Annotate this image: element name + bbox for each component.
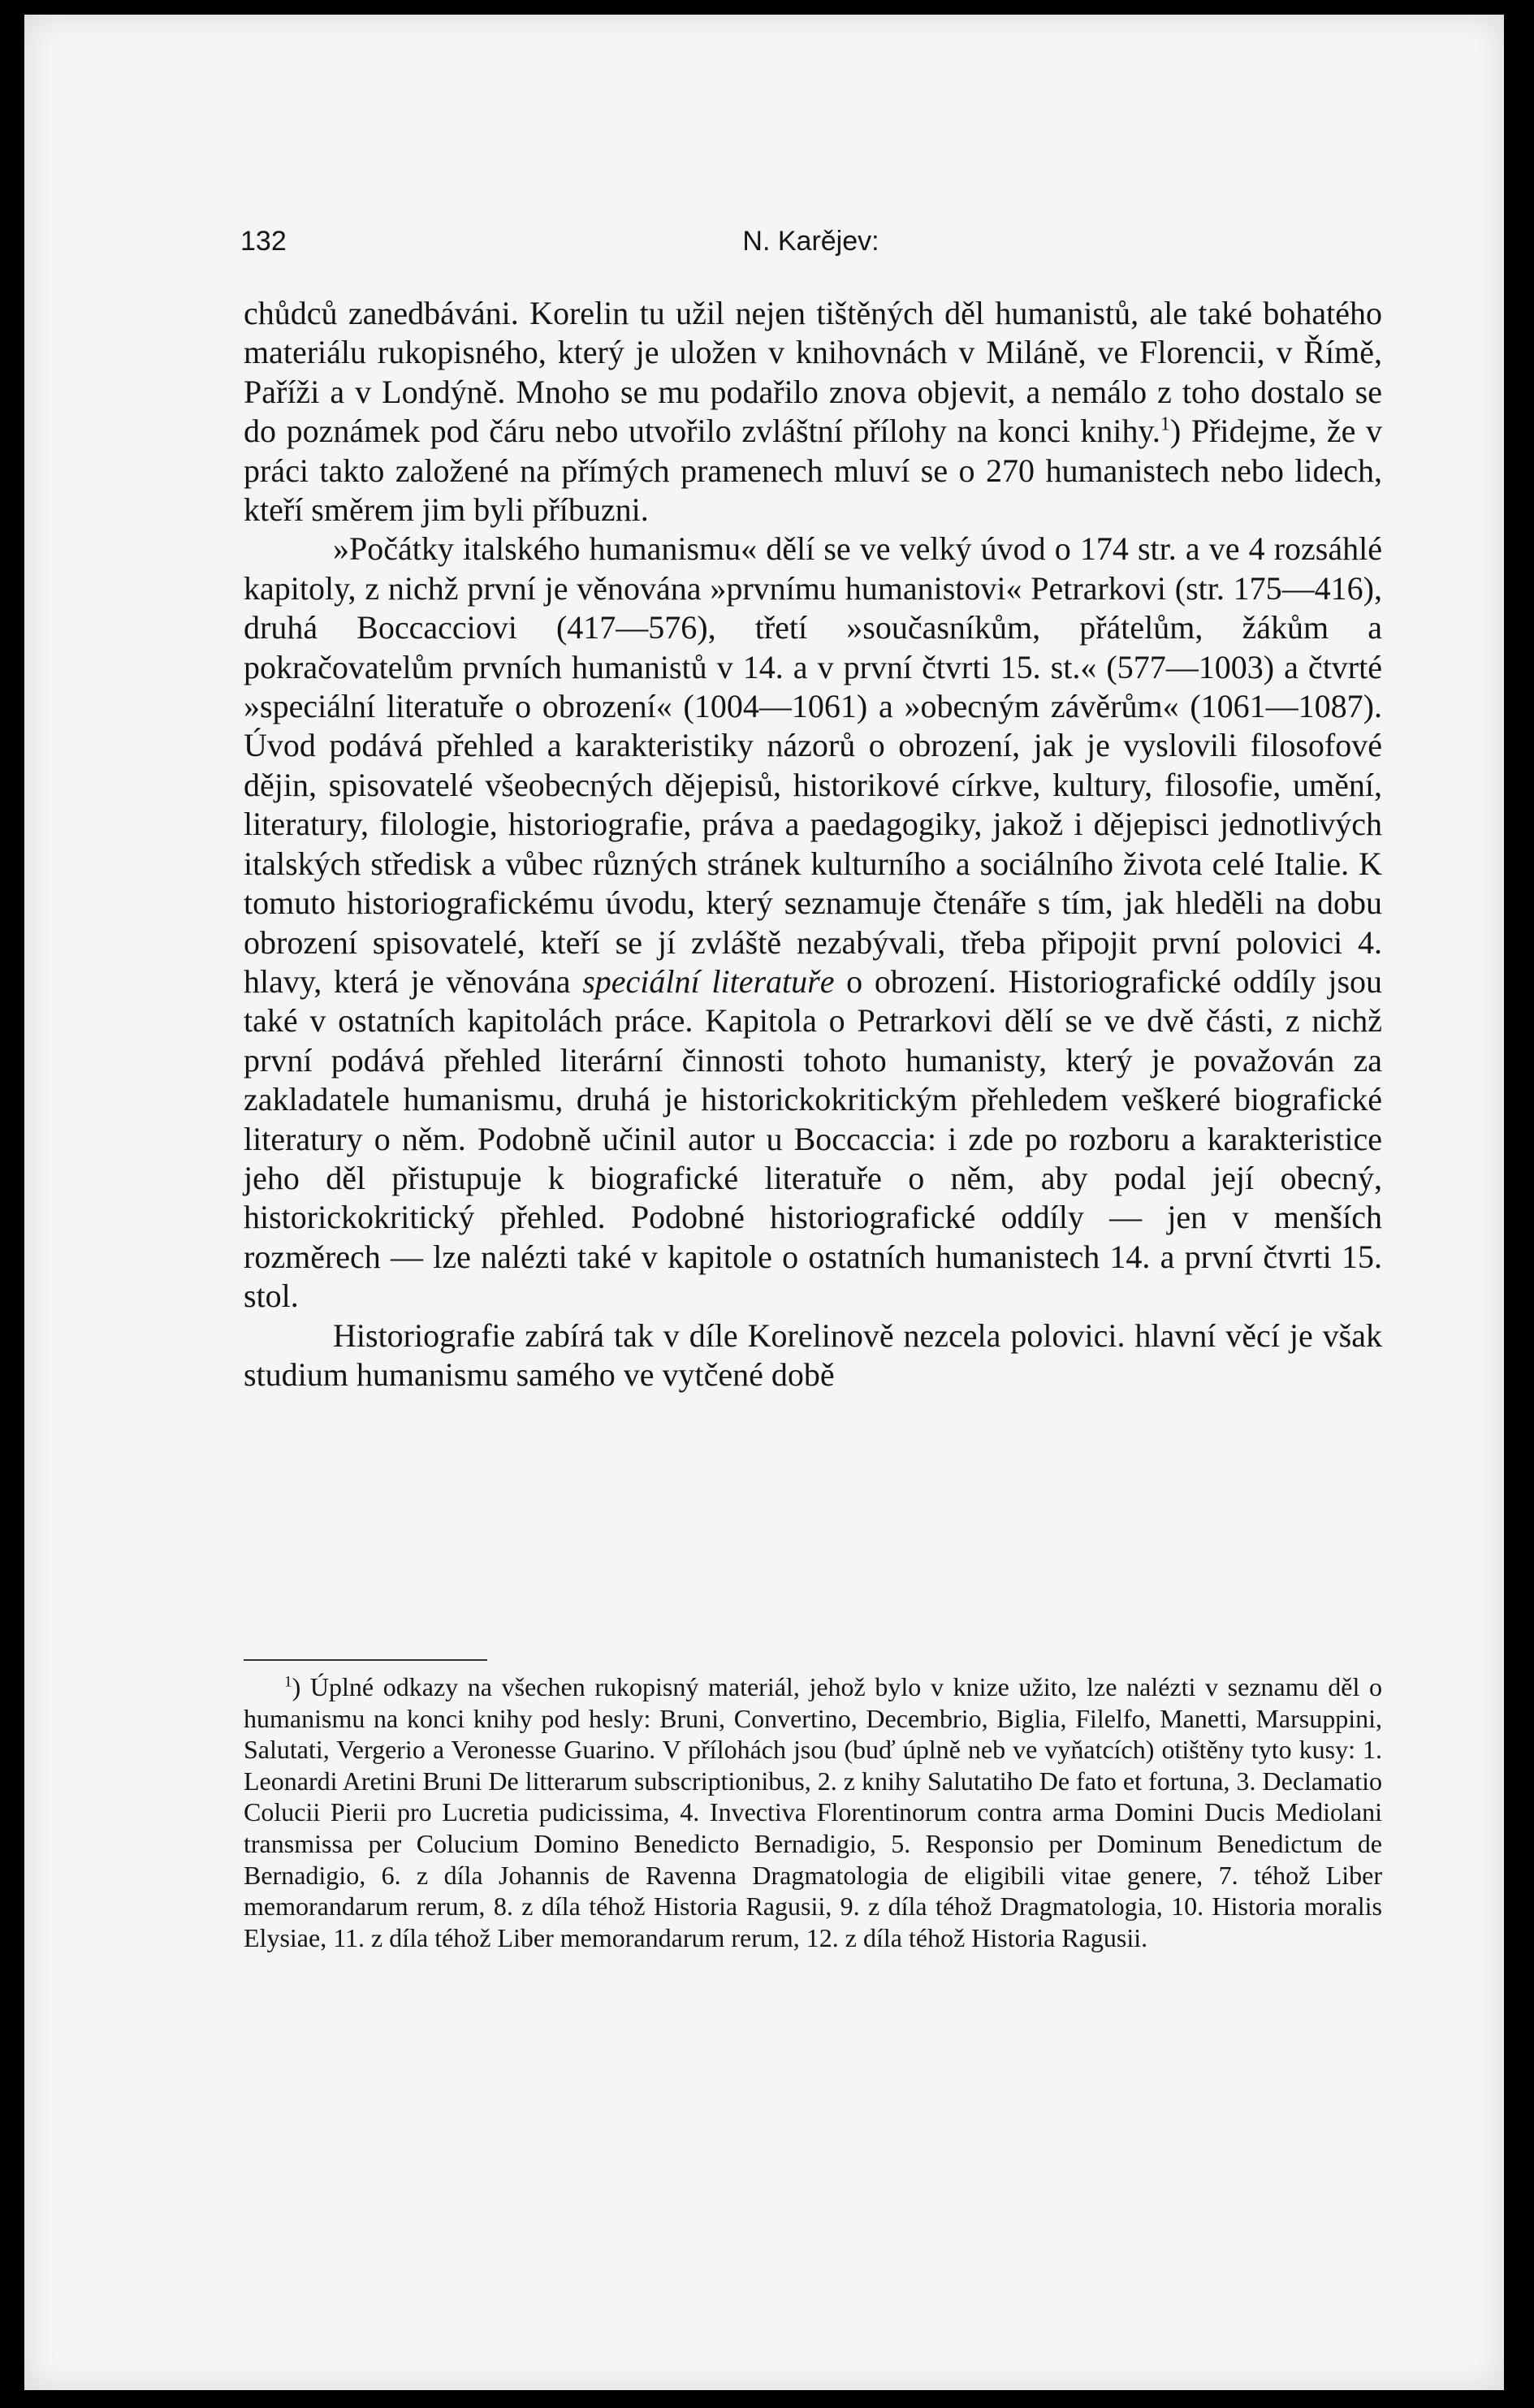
running-title: N. Karějev: xyxy=(742,226,879,257)
paragraph-3 xyxy=(244,1316,1382,1395)
footnote-marker: 1 xyxy=(284,1673,292,1691)
paragraph-1-text-cont: ) Přidejme, že v práci takto založené na přímých pramenech mluví se o 270 humanistech nebo lidech, kteří směrem jim byli příbuzni. xyxy=(244,413,1383,529)
paragraph-1 xyxy=(244,294,1382,530)
paragraph-2-italic: speciální literatuře xyxy=(582,962,835,1000)
main-text xyxy=(244,294,1382,1394)
paragraph-2-text-cont: o obrození. Historiografické oddíly jsou také v ostatních kapitolách práce. Kapitola o Petrarkovi dělí se ve dvě části, z nichž první podává přehled literární činnosti tohoto humanisty, který je považován za zakladatele humanismu, druhá je historickokritickým přehledem veškeré biografické literatury o něm. Podobně učinil autor u Boccaccia: i zde po rozboru a karakteristice jeho děl přistupuje k biografické literatuře o něm, aby podal její obecný, historickokritický přehled. Podobné historiografické oddíly — jen v menších rozměrech — lze nalézti také v kapitole o ostatních humanistech 14. a první čtvrti 15. stol. xyxy=(244,962,1383,1315)
footnote-text: ) Úplné odkazy na všechen rukopisný materiál, jehož bylo v knize užito, lze nalézti v seznamu děl o humanismu na konci knihy pod hesly: Bruni, Convertino, Decembrio, Biglia, Filelfo, Manetti, Marsuppini, Salutati, Vergerio a Veronesse Guarino. V přílohách jsou (buď úplně neb ve vyňatcích) otištěny tyto kusy: 1. Leonardi Aretini Bruni De litterarum subscriptionibus, 2. z knihy Salutatiho De fato et fortuna, 3. Declamatio Colucii Pierii pro Lucretia pudicissima, 4. Invectiva Florentinorum contra arma Domini Ducis Mediolani transmissa per Colucium Domino Benedicto Bernadigio, 5. Responsio per Dominum Benedictum de Bernadigio, 6. z díla Johannis de Ravenna Dragmatologia de eligibili vitae genere, 7. téhož Liber memorandarum rerum, 8. z díla téhož Historia Ragusii, 9. z díla téhož Dragmatologia, 10. Historia moralis Elysiae, 11. z díla téhož Liber memorandarum rerum, 12. z díla téhož Historia Ragusii. xyxy=(244,1672,1382,1952)
page-number: 132 xyxy=(240,226,287,257)
footnote-divider xyxy=(244,1659,487,1661)
paragraph-2-text: »Počátky italského humanismu« dělí se ve velký úvod o 174 str. a ve 4 rozsáhlé kapitoly, z nichž první je věnována »prvnímu humanistovi« Petrarkovi (str. 175—416), druhá Boccacciovi (417—576), třetí »současníkům, přátelům, žákům a pokračovatelům prvních humanistů v 14. a v první čtvrti 15. st.« (577—1003) a čtvrté »speciální literatuře o obrození« (1004—1061) a »obecným závěrům« (1061—1087). Úvod podává přehled a karakteristiky názorů o obrození, jak je vyslovili filosofové dějin, spisovatelé všeobecných dějepisů, historikové církve, kultury, filosofie, umění, literatury, filologie, historiografie, práva a paedagogiky, jakož i dějepisci jednotlivých italských středisk a vůbec různých stránek kulturního a sociálního života celé Italie. K tomuto historiografickému úvodu, který seznamuje čtenáře s tím, jak hleděli na dobu obrození spisovatelé, kteří se jí zvláště nezabývali, třeba připojit první polovici 4. hlavy, která je věnována xyxy=(244,530,1382,1000)
footnote-paragraph xyxy=(244,1671,1382,1953)
page-header xyxy=(240,226,1381,265)
paragraph-1-text: chůdců zanedbáváni. Korelin tu užil nejen tištěných děl humanistů, ale také bohatého materiálu rukopisného, který je uložen v knihovnách v Miláně, ve Florencii, v Římě, Paříži a v Londýně. Mnoho se mu podařilo znova objevit, a nemálo z toho dostalo se do poznámek pod čáru nebo utvořilo zvláštní přílohy na konci knihy. xyxy=(244,295,1382,450)
footnote-reference: 1 xyxy=(1160,413,1170,435)
paragraph-2 xyxy=(244,530,1382,1316)
paragraph-3-text: Historiografie zabírá tak v díle Korelinově nezcela polovici. hlavní věcí je však studium humanismu samého ve vytčené době xyxy=(244,1316,1382,1393)
footnote xyxy=(244,1671,1382,1953)
